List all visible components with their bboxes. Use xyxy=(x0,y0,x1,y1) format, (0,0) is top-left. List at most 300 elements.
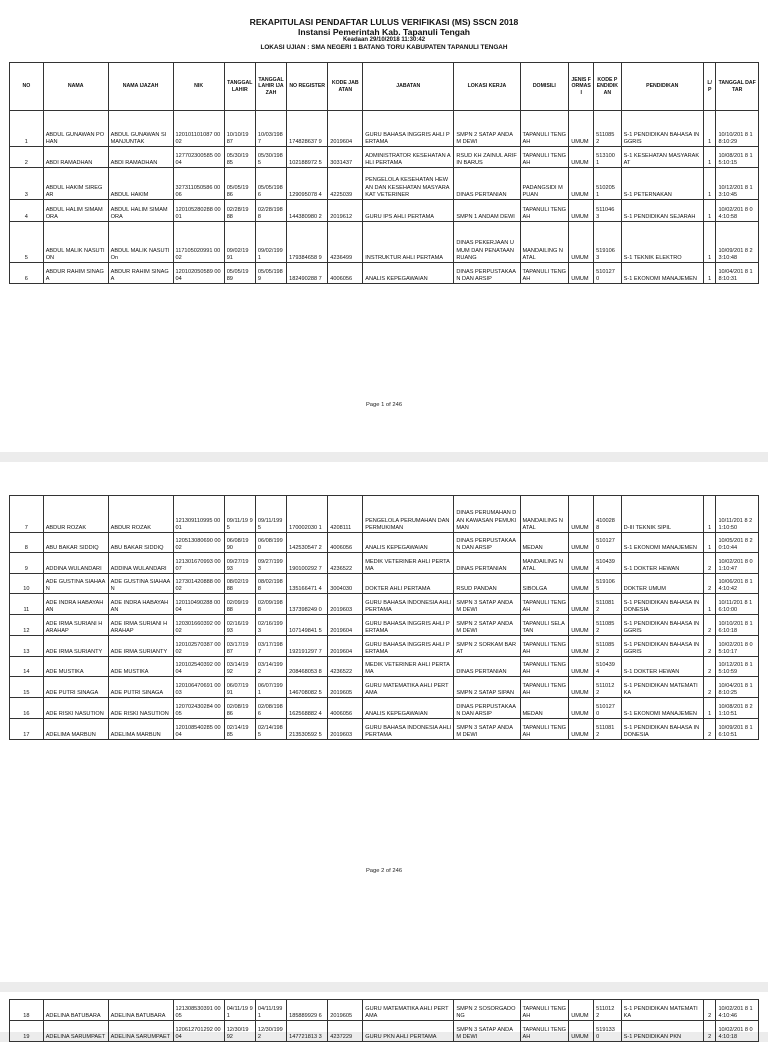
cell-jabatan: GURU BAHASA INDONESIA AHLI PERTAMA xyxy=(363,594,454,615)
cell-jabatan: ANALIS KEPEGAWAIAN xyxy=(363,698,454,719)
table-row xyxy=(10,719,759,740)
cell-lokasi-kerja: DINAS PEKERJAAN UMUM DAN PENATAAN RUANG xyxy=(454,222,520,263)
cell-nik: 121309110995 0001 xyxy=(173,496,224,533)
cell-kode-pendidikan: 511081 2 xyxy=(594,719,621,740)
cell-pendidikan: S-1 EKONOMI MANAJEMEN xyxy=(621,698,703,719)
cell-tanggal-daftar: 10/04/201 8 18:10:31 xyxy=(716,263,759,284)
cell-kode-jabatan: 2019603 xyxy=(328,719,363,740)
cell-kode-pendidikan: 510439 4 xyxy=(594,657,621,677)
cell-jenis-formasi: UMUM xyxy=(569,657,594,677)
cell-nama: ADE PUTRI SINAGA xyxy=(43,677,108,698)
table-row xyxy=(10,1000,759,1021)
document-page-1 xyxy=(0,0,768,452)
page-number: Page 2 of 246 xyxy=(365,868,403,874)
cell-jabatan: GURU MATEMATIKA AHLI PERTAMA xyxy=(363,677,454,698)
cell-nama-ijazah: ADELINA BATUBARA xyxy=(108,1000,173,1021)
cell-tanggal-lahir-ijazah: 03/14/199 2 xyxy=(255,657,286,677)
cell-lokasi-kerja: RSUD KH ZAINUL ARIFIN BARUS xyxy=(454,147,520,168)
cell-pendidikan: S-1 TEKNIK ELEKTRO xyxy=(621,222,703,263)
cell-nik: 120108540285 0004 xyxy=(173,719,224,740)
cell-lokasi-kerja: DINAS PERUMAHAN DAN KAWASAN PEMUKIMAN xyxy=(454,496,520,533)
cell-jenis-formasi: UMUM xyxy=(569,719,594,740)
cell-domisili: PADANGSIDI MPUAN xyxy=(520,168,569,200)
registrant-table xyxy=(9,999,759,1042)
cell-nik: 121301670993 0007 xyxy=(173,553,224,574)
cell-no-register: 102188972 5 xyxy=(287,147,328,168)
cell-tanggal-daftar: 10/05/201 8 20:10:44 xyxy=(716,533,759,553)
cell-lokasi-kerja: SMPN 2 SOSORGADONG xyxy=(454,1000,520,1021)
cell-pendidikan: S-1 EKONOMI MANAJEMEN xyxy=(621,533,703,553)
cell-no: 13 xyxy=(10,636,44,657)
cell-nik: 120301660392 0002 xyxy=(173,615,224,636)
cell-domisili: TAPANULI TENGAH xyxy=(520,147,569,168)
column-header-domisili: DOMISILI xyxy=(520,63,569,111)
cell-tanggal-lahir: 05/05/19 89 xyxy=(224,263,255,284)
cell-nik: 120513080690 0002 xyxy=(173,533,224,553)
cell-pendidikan: S-1 PENDIDIKAN MATEMATIKA xyxy=(621,677,703,698)
cell-no-register: 182490288 7 xyxy=(287,263,328,284)
table-row xyxy=(10,496,759,533)
cell-no-register: 107149841 5 xyxy=(287,615,328,636)
cell-domisili: TAPANULI TENGAH xyxy=(520,636,569,657)
cell-nama: ADE IRMA SURIANI HARAHAP xyxy=(43,615,108,636)
cell-jenis-formasi: UMUM xyxy=(569,636,594,657)
cell-tanggal-daftar: 10/12/201 8 15:10:59 xyxy=(716,657,759,677)
cell-nama: ABU BAKAR SIDDIQ xyxy=(43,533,108,553)
cell-no-register: 137398249 0 xyxy=(287,594,328,615)
cell-domisili: TAPANULI TENGAH xyxy=(520,594,569,615)
cell-lp: 2 xyxy=(703,615,715,636)
cell-nama-ijazah: ABU BAKAR SIDDIQ xyxy=(108,533,173,553)
cell-kode-jabatan: 3004030 xyxy=(328,574,363,594)
cell-pendidikan: D-III TEKNIK SIPIL xyxy=(621,496,703,533)
cell-kode-jabatan: 2019612 xyxy=(328,200,363,222)
cell-no-register: 129095078 4 xyxy=(287,168,328,200)
table-row xyxy=(10,553,759,574)
cell-pendidikan: S-1 PENDIDIKAN PKN xyxy=(621,1021,703,1042)
cell-pendidikan: S-1 EKONOMI MANAJEMEN xyxy=(621,263,703,284)
cell-pendidikan: S-1 PENDIDIKAN BAHASA INGGRIS xyxy=(621,636,703,657)
cell-jenis-formasi: UMUM xyxy=(569,111,594,147)
document-page-2 xyxy=(0,462,768,982)
cell-lokasi-kerja: SMPN 2 SORKAM BARAT xyxy=(454,636,520,657)
cell-nik: 120102540392 0004 xyxy=(173,657,224,677)
cell-kode-jabatan: 2019605 xyxy=(328,1000,363,1021)
registrant-table xyxy=(9,495,759,740)
cell-pendidikan: S-1 DOKTER HEWAN xyxy=(621,553,703,574)
cell-no-register: 185889929 6 xyxy=(287,1000,328,1021)
table-row xyxy=(10,222,759,263)
column-header-jenis-formasi: JENIS FORMASI xyxy=(569,63,594,111)
cell-nama: ADELIMA MARBUN xyxy=(43,719,108,740)
column-header-jabatan: JABATAN xyxy=(363,63,454,111)
table-row xyxy=(10,263,759,284)
cell-pendidikan: S-1 PENDIDIKAN BAHASA INDONESIA xyxy=(621,594,703,615)
cell-tanggal-daftar: 10/04/201 8 18:10:25 xyxy=(716,677,759,698)
cell-nik: 120612701292 0004 xyxy=(173,1021,224,1042)
cell-tanggal-lahir-ijazah: 02/28/198 8 xyxy=(255,200,286,222)
cell-tanggal-lahir-ijazah: 06/07/199 1 xyxy=(255,677,286,698)
cell-tanggal-lahir: 09/02/19 91 xyxy=(224,222,255,263)
cell-tanggal-lahir: 03/14/19 92 xyxy=(224,657,255,677)
cell-tanggal-lahir: 06/07/19 91 xyxy=(224,677,255,698)
cell-tanggal-daftar: 10/02/201 8 04:10:58 xyxy=(716,200,759,222)
cell-lokasi-kerja: SMPN 2 SATAP ANDAM DEWI xyxy=(454,111,520,147)
cell-nama-ijazah: ABDUL HALIM SIMAMORA xyxy=(108,200,173,222)
cell-kode-pendidikan: 519106 5 xyxy=(594,574,621,594)
cell-lokasi-kerja: SMPN 1 ANDAM DEWI xyxy=(454,200,520,222)
cell-lp: 1 xyxy=(703,222,715,263)
cell-nama: ABDUL GUNAWAN POHAN xyxy=(43,111,108,147)
cell-no-register: 135166471 4 xyxy=(287,574,328,594)
cell-jenis-formasi: UMUM xyxy=(569,147,594,168)
cell-lp: 1 xyxy=(703,533,715,553)
cell-lokasi-kerja: RSUD PANDAN xyxy=(454,574,520,594)
cell-jenis-formasi: UMUM xyxy=(569,1000,594,1021)
cell-jabatan: GURU BAHASA INGGRIS AHLI PERTAMA xyxy=(363,615,454,636)
cell-kode-pendidikan: 511085 2 xyxy=(594,111,621,147)
cell-no-register: 146708082 5 xyxy=(287,677,328,698)
column-header-tanggal-lahir: TANGGAL LAHIR xyxy=(224,63,255,111)
cell-lokasi-kerja: SMPN 3 SATAP ANDAM DEWI xyxy=(454,719,520,740)
cell-nama-ijazah: ABDUR ROZAK xyxy=(108,496,173,533)
cell-tanggal-lahir-ijazah: 09/02/199 1 xyxy=(255,222,286,263)
cell-tanggal-lahir: 04/11/19 91 xyxy=(224,1000,255,1021)
cell-tanggal-lahir: 03/17/19 87 xyxy=(224,636,255,657)
cell-nama: ABDUL HAKIM SIREGAR xyxy=(43,168,108,200)
cell-jabatan: GURU PKN AHLI PERTAMA xyxy=(363,1021,454,1042)
cell-lokasi-kerja: SMPN 3 SATAP ANDAM DEWI xyxy=(454,594,520,615)
cell-pendidikan: S-1 PENDIDIKAN BAHASA INGGRIS xyxy=(621,111,703,147)
cell-nik: 117105020991 0002 xyxy=(173,222,224,263)
cell-tanggal-lahir: 02/14/19 85 xyxy=(224,719,255,740)
cell-no-register: 144380980 2 xyxy=(287,200,328,222)
cell-lp: 1 xyxy=(703,111,715,147)
cell-no: 7 xyxy=(10,496,44,533)
cell-no: 5 xyxy=(10,222,44,263)
cell-lokasi-kerja: DINAS PERPUSTAKAAN DAN ARSIP xyxy=(454,533,520,553)
table-row xyxy=(10,657,759,677)
page-number: Page 1 of 246 xyxy=(365,402,403,408)
cell-tanggal-lahir: 02/08/19 86 xyxy=(224,698,255,719)
cell-tanggal-lahir: 09/11/19 95 xyxy=(224,496,255,533)
cell-pendidikan: S-1 DOKTER HEWAN xyxy=(621,657,703,677)
cell-tanggal-lahir: 02/16/19 93 xyxy=(224,615,255,636)
cell-jenis-formasi: UMUM xyxy=(569,698,594,719)
cell-lp: 1 xyxy=(703,263,715,284)
cell-domisili: TAPANULI TENGAH xyxy=(520,1000,569,1021)
cell-tanggal-lahir: 09/27/19 93 xyxy=(224,553,255,574)
registrant-table xyxy=(9,62,759,284)
cell-lp: 2 xyxy=(703,1000,715,1021)
cell-tanggal-lahir-ijazah: 04/11/199 1 xyxy=(255,1000,286,1021)
cell-tanggal-daftar: 10/08/201 8 15:10:15 xyxy=(716,147,759,168)
cell-no-register: 179384658 9 xyxy=(287,222,328,263)
cell-tanggal-lahir: 08/02/19 88 xyxy=(224,574,255,594)
report-title: REKAPITULASI PENDAFTAR LULUS VERIFIKASI (MS) SSCN 2018 xyxy=(249,17,519,27)
cell-nama-ijazah: ABDUL MALIK NASUTIOn xyxy=(108,222,173,263)
cell-nama-ijazah: ABDUL GUNAWAN SIMANJUNTAK xyxy=(108,111,173,147)
cell-lokasi-kerja: DINAS PERPUSTAKAAN DAN ARSIP xyxy=(454,698,520,719)
table-row xyxy=(10,168,759,200)
cell-domisili: MEDAN xyxy=(520,533,569,553)
table-row xyxy=(10,698,759,719)
cell-jenis-formasi: UMUM xyxy=(569,168,594,200)
cell-nama: ADE GUSTINA SIAHAAN xyxy=(43,574,108,594)
column-header-kode-jabatan: KODE JABATAN xyxy=(328,63,363,111)
cell-kode-pendidikan: 511085 2 xyxy=(594,615,621,636)
cell-no: 17 xyxy=(10,719,44,740)
cell-jabatan: ANALIS KEPEGAWAIAN xyxy=(363,533,454,553)
table-row xyxy=(10,615,759,636)
cell-nik: 121308530391 0005 xyxy=(173,1000,224,1021)
cell-domisili: MEDAN xyxy=(520,698,569,719)
cell-pendidikan: S-1 PETERNAKAN xyxy=(621,168,703,200)
cell-kode-jabatan: 3031437 xyxy=(328,147,363,168)
cell-lokasi-kerja: DINAS PERTANIAN xyxy=(454,168,520,200)
cell-lp: 1 xyxy=(703,496,715,533)
cell-nama: ADELINA SARUMPAET xyxy=(43,1021,108,1042)
table-header-row xyxy=(10,63,759,111)
cell-kode-jabatan: 4225039 xyxy=(328,168,363,200)
cell-pendidikan: S-1 PENDIDIKAN BAHASA INDONESIA xyxy=(621,719,703,740)
cell-tanggal-lahir-ijazah: 12/30/199 2 xyxy=(255,1021,286,1042)
cell-no: 12 xyxy=(10,615,44,636)
cell-no-register: 142530547 2 xyxy=(287,533,328,553)
cell-no-register: 208468053 8 xyxy=(287,657,328,677)
cell-nama: ABDI RAMADHAN xyxy=(43,147,108,168)
cell-jabatan: GURU BAHASA INDONESIA AHLI PERTAMA xyxy=(363,719,454,740)
cell-nik: 120105280288 0001 xyxy=(173,200,224,222)
cell-domisili: TAPANULI TENGAH xyxy=(520,111,569,147)
cell-kode-pendidikan: 510127 0 xyxy=(594,533,621,553)
cell-no-register: 162568882 4 xyxy=(287,698,328,719)
cell-kode-jabatan: 4006056 xyxy=(328,263,363,284)
cell-pendidikan: S-1 PENDIDIKAN BAHASA INGGRIS xyxy=(621,615,703,636)
cell-kode-pendidikan: 510127 0 xyxy=(594,698,621,719)
cell-nik: 120110490288 0004 xyxy=(173,594,224,615)
cell-domisili: TAPANULI SELATAN xyxy=(520,615,569,636)
cell-no: 3 xyxy=(10,168,44,200)
cell-tanggal-lahir-ijazah: 02/16/199 3 xyxy=(255,615,286,636)
cell-jabatan: ANALIS KEPEGAWAIAN xyxy=(363,263,454,284)
cell-nama-ijazah: ADE MUSTIKA xyxy=(108,657,173,677)
cell-tanggal-lahir-ijazah: 05/30/198 5 xyxy=(255,147,286,168)
cell-kode-pendidikan: 513100 1 xyxy=(594,147,621,168)
cell-kode-jabatan: 4236522 xyxy=(328,657,363,677)
table-row xyxy=(10,111,759,147)
cell-jenis-formasi: UMUM xyxy=(569,263,594,284)
column-header-tanggal-daftar: TANGGAL DAFTAR xyxy=(716,63,759,111)
cell-no: 1 xyxy=(10,111,44,147)
cell-jenis-formasi: UMUM xyxy=(569,200,594,222)
report-exam-location: LOKASI UJIAN : SMA NEGERI 1 BATANG TORU KABUPATEN TAPANULI TENGAH xyxy=(260,44,508,51)
cell-kode-pendidikan: 511081 2 xyxy=(594,594,621,615)
cell-kode-jabatan: 4236499 xyxy=(328,222,363,263)
cell-kode-pendidikan: 410028 8 xyxy=(594,496,621,533)
cell-no-register: 213530592 5 xyxy=(287,719,328,740)
cell-tanggal-daftar: 10/10/201 8 18:10:29 xyxy=(716,111,759,147)
column-header-kode-pendidikan: KODE PENDIDIKAN xyxy=(594,63,621,111)
cell-pendidikan: S-1 PENDIDIKAN SEJARAH xyxy=(621,200,703,222)
cell-pendidikan: S-1 KESEHATAN MASYARAKAT xyxy=(621,147,703,168)
cell-nama: ADE MUSTIKA xyxy=(43,657,108,677)
document-page-3 xyxy=(0,992,768,1040)
report-timestamp: Keadaan 29/10/2018 11:30:42 xyxy=(342,37,426,43)
cell-no: 9 xyxy=(10,553,44,574)
cell-jenis-formasi: UMUM xyxy=(569,615,594,636)
cell-domisili: SIBOLGA xyxy=(520,574,569,594)
cell-jabatan: MEDIK VETERINER AHLI PERTAMA xyxy=(363,657,454,677)
cell-domisili: MANDAILING NATAL xyxy=(520,222,569,263)
cell-kode-pendidikan: 511046 3 xyxy=(594,200,621,222)
cell-lp: 2 xyxy=(703,677,715,698)
cell-kode-pendidikan: 511012 2 xyxy=(594,1000,621,1021)
cell-jabatan: PENGELOLA PERUMAHAN DAN PERMUKIMAN xyxy=(363,496,454,533)
cell-nama-ijazah: ADE INDRA HABAYAHAN xyxy=(108,594,173,615)
cell-kode-jabatan: 4006056 xyxy=(328,698,363,719)
cell-nama-ijazah: ADELIMA MARBUN xyxy=(108,719,173,740)
cell-tanggal-lahir: 06/08/19 90 xyxy=(224,533,255,553)
cell-nik: 120102570387 0002 xyxy=(173,636,224,657)
cell-domisili: TAPANULI TENGAH xyxy=(520,200,569,222)
cell-nama: ADDINA WULANDARI xyxy=(43,553,108,574)
cell-jabatan: GURU MATEMATIKA AHLI PERTAMA xyxy=(363,1000,454,1021)
cell-nama: ADELINA BATUBARA xyxy=(43,1000,108,1021)
cell-nama-ijazah: ABDUR RAHIM SINAGA xyxy=(108,263,173,284)
cell-nama: ABDUR ROZAK xyxy=(43,496,108,533)
table-row xyxy=(10,574,759,594)
cell-tanggal-lahir-ijazah: 09/27/199 3 xyxy=(255,553,286,574)
cell-lp: 2 xyxy=(703,574,715,594)
cell-nama-ijazah: ABDUL HAKIM xyxy=(108,168,173,200)
cell-jenis-formasi: UMUM xyxy=(569,1021,594,1042)
column-header-lp: L/P xyxy=(703,63,715,111)
cell-kode-jabatan: 4236522 xyxy=(328,553,363,574)
cell-no: 4 xyxy=(10,200,44,222)
cell-pendidikan: S-1 PENDIDIKAN MATEMATIKA xyxy=(621,1000,703,1021)
cell-nik: 120101101087 0002 xyxy=(173,111,224,147)
cell-nama: ADE INDRA HABAYAHAN xyxy=(43,594,108,615)
cell-lp: 1 xyxy=(703,200,715,222)
table-row xyxy=(10,533,759,553)
column-header-nama: NAMA xyxy=(43,63,108,111)
column-header-nik: NIK xyxy=(173,63,224,111)
cell-nik: 120102050589 0004 xyxy=(173,263,224,284)
column-header-no: NO xyxy=(10,63,44,111)
cell-tanggal-daftar: 10/02/201 8 01:10:47 xyxy=(716,553,759,574)
column-header-nama-ijazah: NAMA IJAZAH xyxy=(108,63,173,111)
cell-tanggal-lahir-ijazah: 02/09/198 8 xyxy=(255,594,286,615)
cell-no-register: 192191297 7 xyxy=(287,636,328,657)
cell-nik: 327311050586 0006 xyxy=(173,168,224,200)
cell-kode-pendidikan: 510439 4 xyxy=(594,553,621,574)
cell-kode-pendidikan: 519106 3 xyxy=(594,222,621,263)
cell-no-register: 147721813 3 xyxy=(287,1021,328,1042)
cell-no: 11 xyxy=(10,594,44,615)
cell-tanggal-daftar: 10/02/201 8 04:10:18 xyxy=(716,1021,759,1042)
cell-tanggal-lahir-ijazah: 05/05/198 6 xyxy=(255,168,286,200)
cell-tanggal-daftar: 10/09/201 8 16:10:51 xyxy=(716,719,759,740)
cell-tanggal-daftar: 10/08/201 8 21:10:51 xyxy=(716,698,759,719)
cell-jenis-formasi: UMUM xyxy=(569,533,594,553)
column-header-tanggal-lahir-ijazah: TANGGAL LAHIR IJAZAH xyxy=(255,63,286,111)
table-row xyxy=(10,594,759,615)
cell-domisili: TAPANULI TENGAH xyxy=(520,1021,569,1042)
cell-nama-ijazah: ADDINA WULANDARI xyxy=(108,553,173,574)
cell-domisili: TAPANULI TENGAH xyxy=(520,719,569,740)
table-row xyxy=(10,636,759,657)
cell-kode-pendidikan: 510127 0 xyxy=(594,263,621,284)
cell-domisili: TAPANULI TENGAH xyxy=(520,263,569,284)
cell-pendidikan: DOKTER UMUM xyxy=(621,574,703,594)
cell-tanggal-lahir: 10/10/19 87 xyxy=(224,111,255,147)
cell-jenis-formasi: UMUM xyxy=(569,553,594,574)
cell-no: 16 xyxy=(10,698,44,719)
cell-jenis-formasi: UMUM xyxy=(569,677,594,698)
table-row xyxy=(10,677,759,698)
cell-lp: 2 xyxy=(703,636,715,657)
cell-domisili: MANDAILING NATAL xyxy=(520,496,569,533)
cell-tanggal-lahir-ijazah: 06/08/199 0 xyxy=(255,533,286,553)
cell-no-register: 170002030 1 xyxy=(287,496,328,533)
cell-tanggal-lahir-ijazah: 02/08/198 6 xyxy=(255,698,286,719)
cell-lokasi-kerja: SMPN 2 SATAP SIPAN xyxy=(454,677,520,698)
cell-tanggal-lahir-ijazah: 09/11/199 5 xyxy=(255,496,286,533)
cell-nama: ADE RISKI NASUTION xyxy=(43,698,108,719)
cell-tanggal-lahir-ijazah: 10/03/198 7 xyxy=(255,111,286,147)
cell-jabatan: MEDIK VETERINER AHLI PERTAMA xyxy=(363,553,454,574)
cell-tanggal-daftar: 10/10/201 8 16:10:18 xyxy=(716,615,759,636)
cell-nama: ABDUL MALIK NASUTION xyxy=(43,222,108,263)
cell-tanggal-lahir-ijazah: 02/14/198 5 xyxy=(255,719,286,740)
cell-tanggal-lahir: 02/28/19 88 xyxy=(224,200,255,222)
cell-tanggal-daftar: 10/12/201 8 13:10:45 xyxy=(716,168,759,200)
cell-tanggal-lahir: 05/30/19 85 xyxy=(224,147,255,168)
cell-jabatan: INSTRUKTUR AHLI PERTAMA xyxy=(363,222,454,263)
cell-jabatan: PENGELOLA KESEHATAN HEWAN DAN KESEHATAN MASYARAKAT VETERINER xyxy=(363,168,454,200)
cell-tanggal-lahir-ijazah: 05/05/198 9 xyxy=(255,263,286,284)
cell-no: 2 xyxy=(10,147,44,168)
cell-lokasi-kerja: SMPN 3 SATAP ANDAM DEWI xyxy=(454,1021,520,1042)
cell-lp: 1 xyxy=(703,594,715,615)
cell-lp: 2 xyxy=(703,553,715,574)
cell-lp: 2 xyxy=(703,1021,715,1042)
cell-kode-pendidikan: 519133 0 xyxy=(594,1021,621,1042)
cell-kode-jabatan: 4208111 xyxy=(328,496,363,533)
cell-jabatan: GURU IPS AHLI PERTAMA xyxy=(363,200,454,222)
column-header-no-register: NO REGISTER xyxy=(287,63,328,111)
cell-no-register: 190100292 7 xyxy=(287,553,328,574)
cell-kode-jabatan: 4006056 xyxy=(328,533,363,553)
cell-no: 14 xyxy=(10,657,44,677)
cell-jenis-formasi: UMUM xyxy=(569,222,594,263)
cell-tanggal-lahir: 12/30/19 92 xyxy=(224,1021,255,1042)
cell-kode-jabatan: 2019604 xyxy=(328,111,363,147)
cell-nama-ijazah: ADELINA SARUMPAET xyxy=(108,1021,173,1042)
cell-kode-pendidikan: 511012 2 xyxy=(594,677,621,698)
cell-jenis-formasi: UMUM xyxy=(569,594,594,615)
cell-no: 19 xyxy=(10,1021,44,1042)
cell-tanggal-daftar: 10/02/201 8 05:10:17 xyxy=(716,636,759,657)
report-agency: Instansi Pemerintah Kab. Tapanuli Tengah xyxy=(297,27,471,37)
cell-no: 8 xyxy=(10,533,44,553)
table-row xyxy=(10,200,759,222)
cell-no: 18 xyxy=(10,1000,44,1021)
cell-kode-jabatan: 2019605 xyxy=(328,677,363,698)
cell-nama-ijazah: ABDI RAMADHAN xyxy=(108,147,173,168)
cell-lp: 2 xyxy=(703,719,715,740)
